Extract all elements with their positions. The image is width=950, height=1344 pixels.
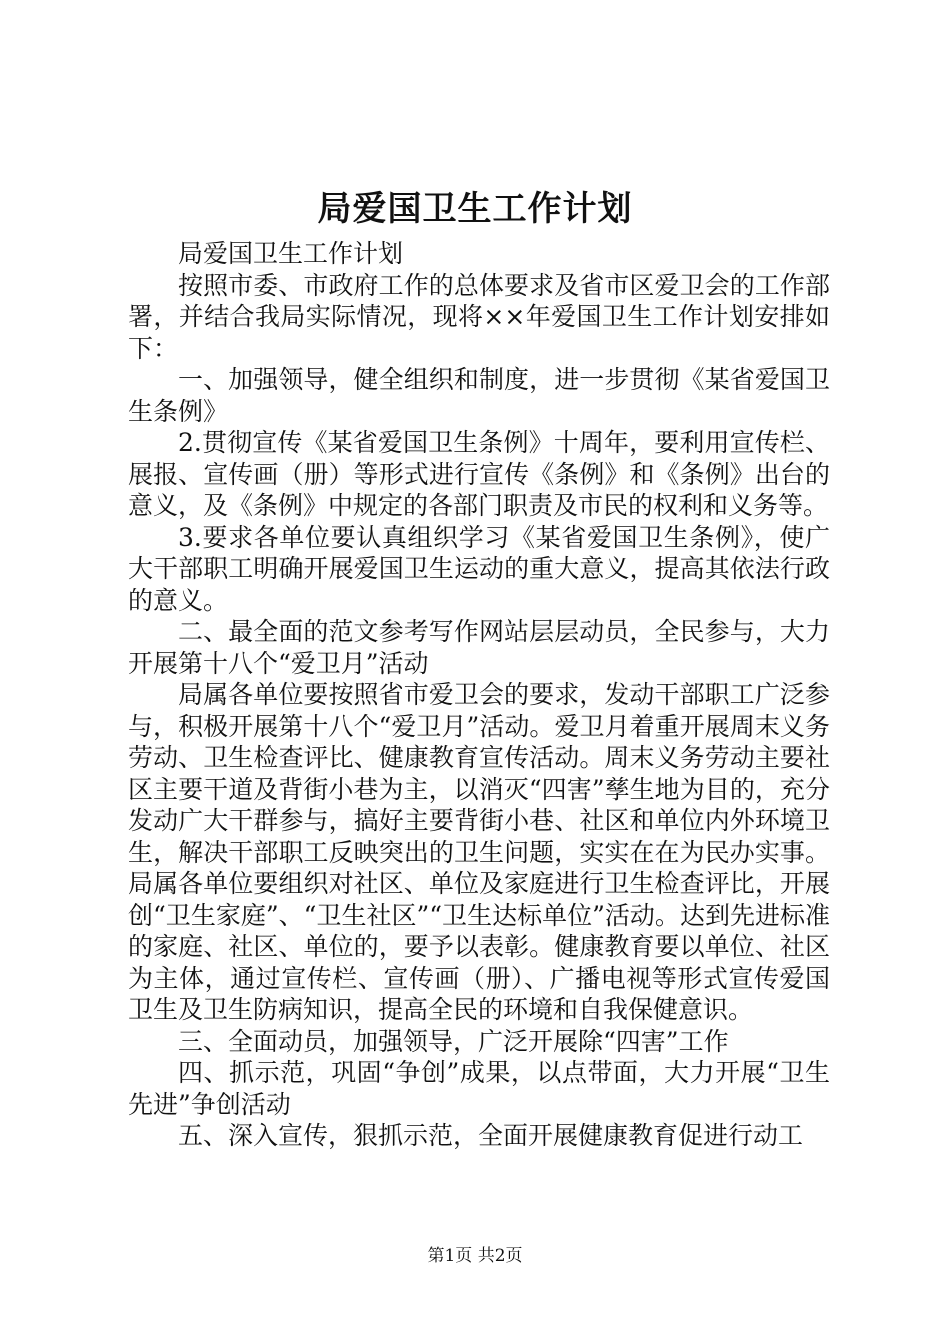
document-body bbox=[128, 238, 830, 1152]
paragraph-item-3: 3.要求各单位要认真组织学习《某省爱国卫生条例》，使广大干部职工明确开展爱国卫生运动的重大意义，提高其依法行政的意义。 bbox=[128, 522, 830, 615]
paragraph-section-2-heading: 二、最全面的范文参考写作网站层层动员，全民参与，大力开展第十八个“爱卫月”活动 bbox=[128, 617, 830, 678]
page-footer: 第1页 共2页 bbox=[427, 1246, 523, 1266]
paragraph-section-5-heading: 五、深入宣传，狠抓示范，全面开展健康教育促进行动工 bbox=[178, 1121, 804, 1150]
paragraph-section-3-heading: 三、全面动员，加强领导，广泛开展除“四害”工作 bbox=[178, 1026, 729, 1056]
document-title: 局爱国卫生工作计划 bbox=[317, 189, 633, 229]
paragraph-section-1-heading: 一、加强领导，健全组织和制度，进一步贯彻《某省爱国卫生条例》 bbox=[128, 365, 830, 426]
paragraph-intro: 按照市委、市政府工作的总体要求及省市区爱卫会的工作部署，并结合我局实际情况，现将××年爱国卫生工作计划安排如下： bbox=[128, 270, 830, 363]
paragraph-item-2: 2.贯彻宣传《某省爱国卫生条例》十周年，要利用宣传栏、展报、宣传画（册）等形式进行宣传《条例》和《条例》出台的意义，及《条例》中规定的各部门职责及市民的权利和义务等。 bbox=[128, 428, 830, 520]
paragraph-section-4-heading: 四、抓示范，巩固“争创”成果，以点带面，大力开展“卫生先进”争创活动 bbox=[128, 1058, 830, 1119]
paragraph-subtitle: 局爱国卫生工作计划 bbox=[178, 239, 404, 268]
paragraph-section-2-body: 局属各单位要按照省市爱卫会的要求，发动干部职工广泛参与，积极开展第十八个“爱卫月”活动。爱卫月着重开展周末义务劳动、卫生检查评比、健康教育宣传活动。周末义务劳动主要社区主要干道及背街小巷为主，以消灭“四害”孳生地为目的，充分发动广大干群参与，搞好主要背街小巷、社区和单位内外环境卫生，解决干部职工反映突出的卫生问题，实实在在为民办实事。局属各单位要组织对社区、单位及家庭进行卫生检查评比，开展创“卫生家庭”、“卫生社区”“卫生达标单位”活动。达到先进标准的家庭、社区、单位的，要予以表彰。健康教育要以单位、社区为主体，通过宣传栏、宣传画（册）、广播电视等形式宣传爱国卫生及卫生防病知识，提高全民的环境和自我保健意识。 bbox=[128, 680, 830, 1024]
